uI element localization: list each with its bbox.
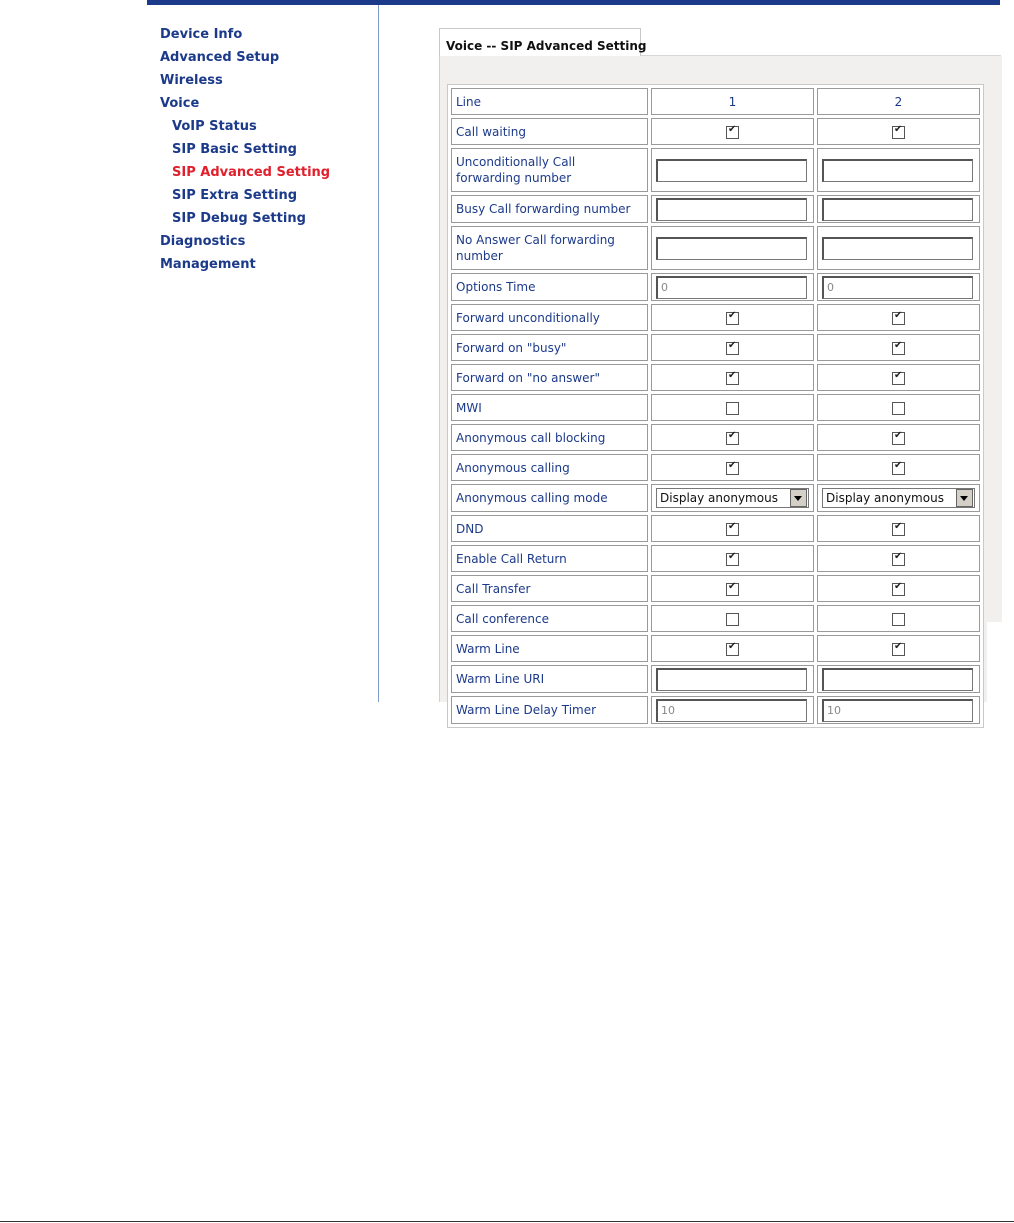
row-cell-line-1: [651, 424, 814, 451]
row-label: Warm Line: [451, 635, 648, 662]
table-row: [451, 195, 980, 223]
checkbox[interactable]: [726, 553, 739, 566]
anonymous-mode-select[interactable]: [656, 488, 809, 508]
table-row: [451, 424, 980, 451]
table-row: [451, 605, 980, 632]
checkbox[interactable]: [892, 553, 905, 566]
nav-sip-basic-setting[interactable]: SIP Basic Setting: [172, 142, 297, 157]
row-cell-line-1: [651, 118, 814, 145]
checkbox[interactable]: [726, 126, 739, 139]
row-cell-line-1: [651, 454, 814, 481]
table-row: [451, 148, 980, 192]
row-cell-line-1: [651, 665, 814, 693]
checkbox[interactable]: [726, 402, 739, 415]
row-label: No Answer Call forwarding number: [451, 226, 648, 270]
row-label: Forward unconditionally: [451, 304, 648, 331]
row-cell-line-1: [651, 364, 814, 391]
checkbox[interactable]: [726, 523, 739, 536]
row-cell-line-2: [817, 334, 980, 361]
checkbox[interactable]: [892, 126, 905, 139]
text-field[interactable]: [656, 237, 807, 260]
checkbox[interactable]: [726, 372, 739, 385]
text-field[interactable]: [822, 699, 973, 722]
checkbox[interactable]: [892, 342, 905, 355]
row-cell-line-2: [817, 226, 980, 270]
table-row: [451, 304, 980, 331]
checkbox[interactable]: [892, 523, 905, 536]
row-cell-line-1: [651, 273, 814, 301]
select-value: Display anonymous: [660, 491, 778, 505]
table-row: [451, 334, 980, 361]
nav-voip-status[interactable]: VoIP Status: [172, 119, 257, 134]
table-row: [451, 545, 980, 572]
checkbox[interactable]: [726, 462, 739, 475]
row-cell-line-1: [651, 394, 814, 421]
row-label: MWI: [451, 394, 648, 421]
sidebar-nav: [160, 27, 370, 280]
header-line-label: Line: [451, 88, 648, 115]
checkbox[interactable]: [892, 402, 905, 415]
checkbox[interactable]: [726, 613, 739, 626]
text-field[interactable]: [822, 668, 973, 691]
row-cell-line-1: [651, 605, 814, 632]
nav-diagnostics[interactable]: Diagnostics: [160, 234, 246, 249]
text-field[interactable]: [822, 159, 973, 182]
row-label: Forward on "busy": [451, 334, 648, 361]
top-banner-bar: [147, 0, 1000, 5]
nav-sip-debug-setting[interactable]: SIP Debug Setting: [172, 211, 306, 226]
checkbox[interactable]: [726, 643, 739, 656]
row-label: Options Time: [451, 273, 648, 301]
text-field[interactable]: [656, 159, 807, 182]
chevron-down-icon[interactable]: [956, 489, 973, 507]
row-label: Call conference: [451, 605, 648, 632]
row-cell-line-2: [817, 696, 980, 724]
row-label: DND: [451, 515, 648, 542]
row-label: Warm Line URI: [451, 665, 648, 693]
row-cell-line-1: [651, 515, 814, 542]
sip-advanced-table: [447, 84, 984, 728]
header-line-2: 2: [817, 88, 980, 115]
row-label: Call waiting: [451, 118, 648, 145]
anonymous-mode-select[interactable]: [822, 488, 975, 508]
row-cell-line-2: [817, 484, 980, 512]
row-cell-line-1: [651, 304, 814, 331]
row-cell-line-2: [817, 273, 980, 301]
table-header-row: [451, 88, 980, 115]
row-cell-line-1: [651, 226, 814, 270]
table-row: [451, 635, 980, 662]
table-row: [451, 575, 980, 602]
row-cell-line-1: [651, 148, 814, 192]
row-cell-line-1: [651, 484, 814, 512]
row-cell-line-1: [651, 195, 814, 223]
row-cell-line-1: [651, 635, 814, 662]
nav-sip-advanced-setting[interactable]: SIP Advanced Setting: [172, 165, 331, 180]
checkbox[interactable]: [892, 462, 905, 475]
chevron-down-icon[interactable]: [790, 489, 807, 507]
tab-sip-advanced-setting[interactable]: Voice -- SIP Advanced Setting: [439, 28, 641, 56]
checkbox[interactable]: [892, 312, 905, 325]
row-label: Warm Line Delay Timer: [451, 696, 648, 724]
nav-management[interactable]: Management: [160, 257, 256, 272]
text-field[interactable]: [822, 198, 973, 221]
header-line-1: 1: [651, 88, 814, 115]
table-row: [451, 118, 980, 145]
row-cell-line-2: [817, 665, 980, 693]
nav-wireless[interactable]: Wireless: [160, 73, 223, 88]
row-label: Forward on "no answer": [451, 364, 648, 391]
table-row: [451, 364, 980, 391]
checkbox[interactable]: [892, 583, 905, 596]
checkbox[interactable]: [892, 372, 905, 385]
row-cell-line-1: [651, 575, 814, 602]
checkbox[interactable]: [726, 432, 739, 445]
table-row: [451, 696, 980, 724]
text-field[interactable]: [656, 668, 807, 691]
nav-advanced-setup[interactable]: Advanced Setup: [160, 50, 280, 65]
row-label: Anonymous calling: [451, 454, 648, 481]
row-cell-line-2: [817, 304, 980, 331]
row-label: Enable Call Return: [451, 545, 648, 572]
text-field[interactable]: [822, 276, 973, 299]
table-row: [451, 394, 980, 421]
row-cell-line-2: [817, 545, 980, 572]
text-field[interactable]: [656, 198, 807, 221]
select-value: Display anonymous: [826, 491, 944, 505]
row-cell-line-2: [817, 454, 980, 481]
checkbox[interactable]: [726, 583, 739, 596]
checkbox[interactable]: [892, 643, 905, 656]
table-row: [451, 273, 980, 301]
table-row: [451, 515, 980, 542]
checkbox[interactable]: [726, 312, 739, 325]
row-label: Anonymous call blocking: [451, 424, 648, 451]
nav-device-info[interactable]: Device Info: [160, 27, 243, 42]
row-cell-line-2: [817, 605, 980, 632]
table-row: [451, 665, 980, 693]
nav-divider: [378, 5, 379, 702]
row-cell-line-2: [817, 394, 980, 421]
row-cell-line-2: [817, 635, 980, 662]
table-row: [451, 454, 980, 481]
row-cell-line-1: [651, 696, 814, 724]
table-row: [451, 226, 980, 270]
text-field[interactable]: [822, 237, 973, 260]
row-label: Anonymous calling mode: [451, 484, 648, 512]
row-cell-line-1: [651, 334, 814, 361]
row-cell-line-2: [817, 575, 980, 602]
row-cell-line-2: [817, 195, 980, 223]
checkbox[interactable]: [892, 432, 905, 445]
row-cell-line-2: [817, 515, 980, 542]
table-row: [451, 484, 980, 512]
row-cell-line-2: [817, 424, 980, 451]
row-cell-line-2: [817, 364, 980, 391]
row-cell-line-2: [817, 148, 980, 192]
checkbox[interactable]: [726, 342, 739, 355]
nav-voice[interactable]: Voice: [160, 96, 200, 111]
nav-sip-extra-setting[interactable]: SIP Extra Setting: [172, 188, 298, 203]
row-cell-line-2: [817, 118, 980, 145]
footer-rule: [0, 1221, 1014, 1222]
checkbox[interactable]: [892, 613, 905, 626]
text-field[interactable]: [656, 699, 807, 722]
row-label: Busy Call forwarding number: [451, 195, 648, 223]
row-cell-line-1: [651, 545, 814, 572]
row-label: Call Transfer: [451, 575, 648, 602]
row-label: Unconditionally Call forwarding number: [451, 148, 648, 192]
text-field[interactable]: [656, 276, 807, 299]
